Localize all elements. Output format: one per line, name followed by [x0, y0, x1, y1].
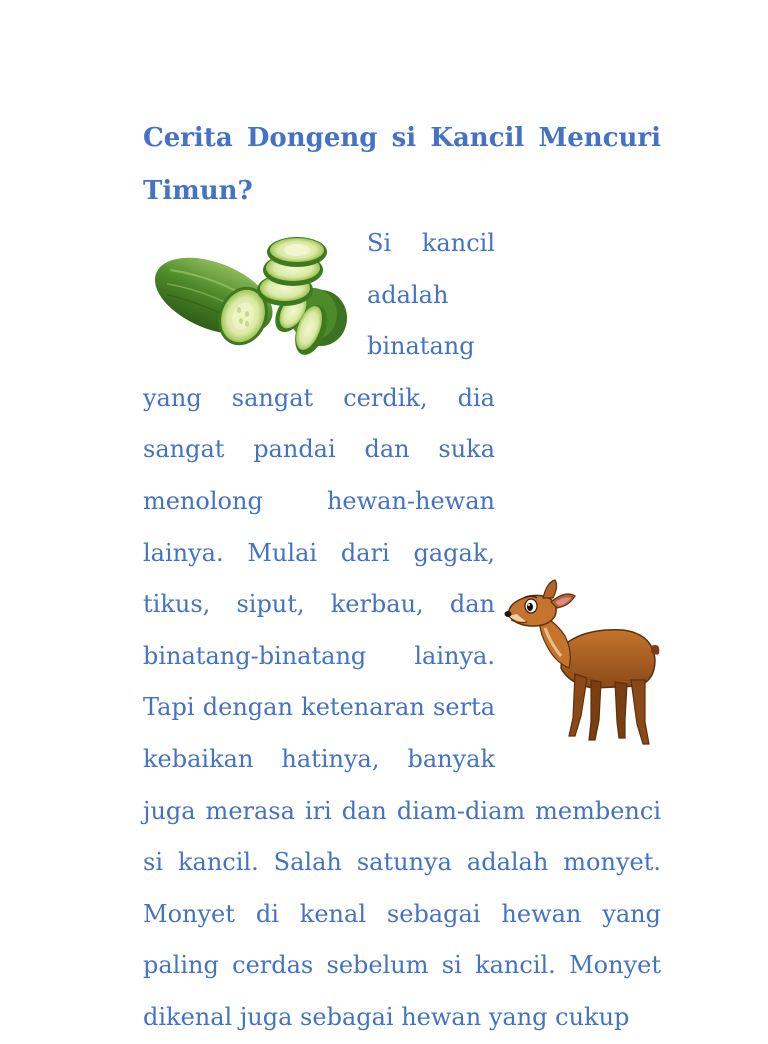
layout-spacer	[660, 218, 661, 576]
document-title: Cerita Dongeng si Kancil Mencuri Timun?	[143, 123, 661, 206]
cucumber-image	[143, 218, 361, 364]
document-body	[143, 218, 661, 1044]
body-paragraph: Si kancil adalah binatang yang sangat cerdik, dia sangat pandai dan suka menolong hewan-hewan lainya. Mulai dari gagak, tikus, siput, kerbau, dan binatang-binatang lainya. Tapi dengan ketenaran serta kebaikan hatinya, banyak juga merasa iri dan diam-diam membenci si kancil. Salah satunya adalah monyet. Monyet di kenal sebagai hewan yang paling cerdas sebelum si kancil. Monyet dikenal juga sebagai hewan yang cukup	[143, 229, 661, 1031]
kancil-image	[503, 576, 661, 748]
